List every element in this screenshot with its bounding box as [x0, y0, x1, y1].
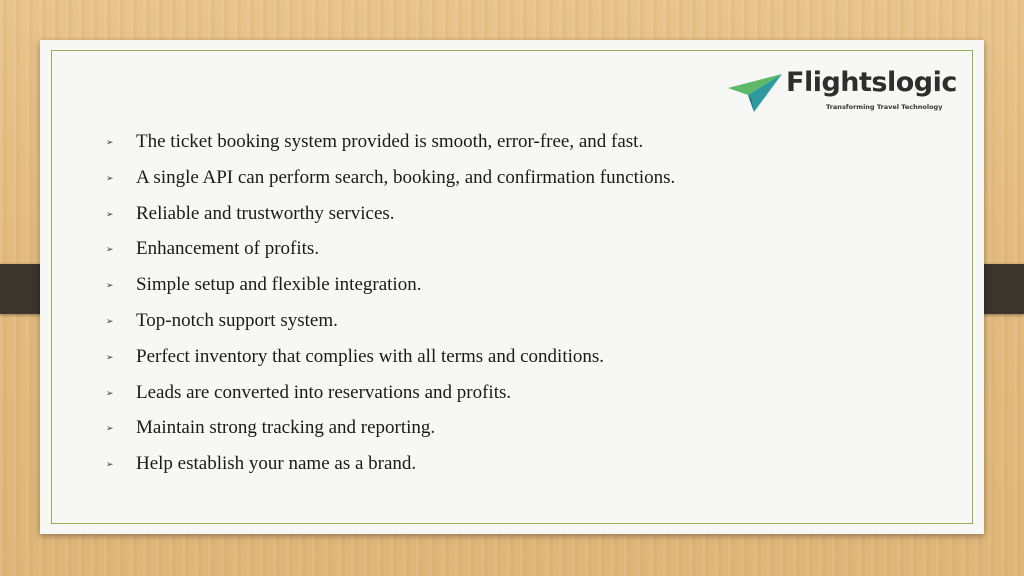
paper-plane-icon	[726, 68, 784, 114]
list-item-text: Help establish your name as a brand.	[136, 453, 417, 475]
flightslogic-logo	[726, 68, 956, 114]
list-item-text: A single API can perform search, booking, and confirmation functions.	[136, 166, 676, 188]
list-item-text: Reliable and trustworthy services.	[136, 202, 395, 224]
bullet-arrow-icon: ➢	[106, 424, 114, 435]
logo-name: Flightslogic	[786, 67, 957, 98]
slide-paper	[40, 40, 984, 534]
bullet-arrow-icon: ➢	[106, 173, 114, 184]
list-item-text: Simple setup and flexible integration.	[136, 274, 422, 296]
list-item-text: Maintain strong tracking and reporting.	[136, 417, 436, 439]
list-item-text: Perfect inventory that complies with all terms and conditions.	[136, 345, 605, 367]
list-item-text: The ticket booking system provided is smooth, error-free, and fast.	[136, 131, 644, 152]
list-item-text: Leads are converted into reservations and profits.	[136, 381, 512, 403]
bullet-arrow-icon: ➢	[106, 209, 114, 220]
logo-tagline: Transforming Travel Technology	[826, 103, 943, 111]
bullet-arrow-icon: ➢	[106, 281, 114, 292]
bullet-arrow-icon: ➢	[106, 460, 114, 471]
list-item-text: Top-notch support system.	[136, 309, 338, 331]
bullet-arrow-icon: ➢	[106, 388, 114, 399]
list-item-text: Enhancement of profits.	[136, 238, 320, 260]
bullet-arrow-icon: ➢	[106, 245, 114, 256]
bullet-arrow-icon: ➢	[106, 316, 114, 327]
bullet-arrow-icon: ➢	[106, 352, 114, 363]
bullet-arrow-icon: ➢	[106, 138, 114, 148]
